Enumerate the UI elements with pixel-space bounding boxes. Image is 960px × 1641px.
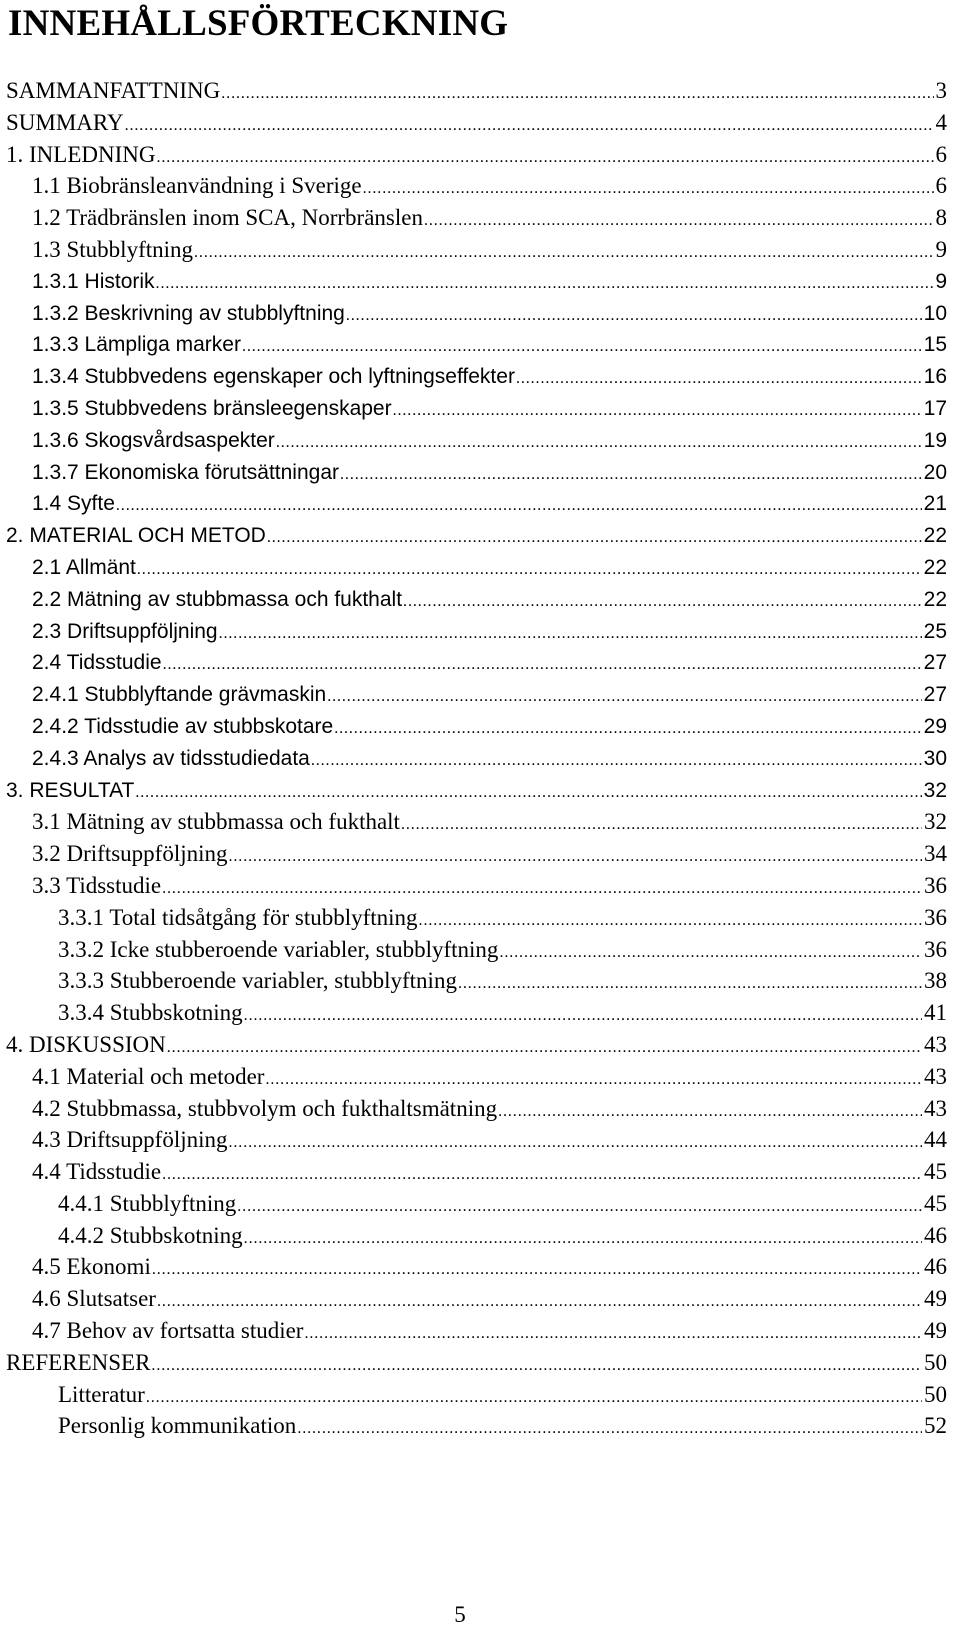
toc-entry-label: 4.5 Ekonomi <box>32 1254 151 1280</box>
toc-entry-page-number: 21 <box>923 492 947 516</box>
toc-entry-page-number: 50 <box>924 1381 947 1407</box>
toc-entry-page-number: 50 <box>924 1349 947 1375</box>
toc-entry-label: 4.4 Tidsstudie <box>32 1159 162 1185</box>
toc-entry[interactable] <box>32 616 947 648</box>
toc-entry-page-number: 46 <box>924 1222 947 1248</box>
toc-entry[interactable] <box>32 361 947 393</box>
dot-leader <box>499 937 922 969</box>
toc-entry[interactable] <box>32 1124 947 1156</box>
dot-leader <box>151 1350 922 1382</box>
toc-entry-page-number: 25 <box>923 619 947 643</box>
toc-entry[interactable] <box>32 266 947 298</box>
dot-leader <box>340 459 922 491</box>
toc-entry-label: 1.3.3 Lämpliga marker <box>32 333 241 357</box>
dot-leader <box>458 968 922 1000</box>
dot-leader <box>419 905 922 937</box>
dot-leader <box>297 1413 922 1445</box>
toc-entry-page-number: 6 <box>935 173 947 199</box>
toc-entry-page-number: 36 <box>924 904 947 930</box>
toc-entry-label: 1.1 Biobränsleanvändning i Sverige <box>32 173 362 199</box>
toc-entry-page-number: 4 <box>935 109 947 135</box>
toc-entry[interactable] <box>32 1061 947 1093</box>
toc-entry-label: 3.2 Driftsuppföljning <box>32 841 228 867</box>
toc-entry[interactable] <box>32 170 947 202</box>
toc-entry-page-number: 49 <box>924 1318 947 1344</box>
toc-entry-page-number: 34 <box>924 841 947 867</box>
toc-entry-label: 1.3.1 Historik <box>32 269 155 293</box>
toc-entry-label: 4. DISKUSSION <box>6 1031 166 1057</box>
dot-leader <box>267 522 922 554</box>
toc-entry[interactable] <box>32 838 947 870</box>
dot-leader <box>167 1032 922 1064</box>
toc-entry[interactable] <box>32 743 947 775</box>
toc-entry[interactable] <box>32 202 947 234</box>
toc-entry[interactable] <box>32 329 947 361</box>
dot-leader <box>363 173 934 205</box>
toc-entry-label: 2.1 Allmänt <box>32 555 136 579</box>
toc-entry[interactable] <box>32 647 947 679</box>
table-of-contents <box>0 75 960 1442</box>
toc-entry-label: 1.2 Trädbränslen inom SCA, Norrbränslen <box>32 205 423 231</box>
toc-entry[interactable] <box>32 488 947 520</box>
toc-entry-page-number: 9 <box>935 269 947 293</box>
dot-leader <box>221 78 933 110</box>
toc-entry-page-number: 43 <box>924 1031 947 1057</box>
toc-entry-label: 2.4.2 Tidsstudie av stubbskotare <box>32 714 334 738</box>
toc-entry[interactable] <box>32 679 947 711</box>
toc-entry-label: REFERENSER <box>6 1349 151 1375</box>
toc-entry-page-number: 16 <box>923 365 947 389</box>
toc-entry-label: 4.7 Behov av fortsatta studier <box>32 1318 304 1344</box>
toc-entry[interactable] <box>32 457 947 489</box>
toc-entry-label: 3.3.1 Total tidsåtgång för stubblyftning <box>58 904 418 930</box>
dot-leader <box>137 554 922 586</box>
toc-entry-page-number: 36 <box>924 872 947 898</box>
toc-entry[interactable] <box>6 520 947 552</box>
toc-entry-page-number: 9 <box>935 236 947 262</box>
toc-entry[interactable] <box>32 806 947 838</box>
toc-entry-page-number: 27 <box>923 651 947 675</box>
toc-entry[interactable] <box>32 393 947 425</box>
toc-entry-label: 1. INLEDNING <box>6 141 156 167</box>
toc-entry-page-number: 8 <box>935 205 947 231</box>
dot-leader <box>244 1000 922 1032</box>
toc-entry[interactable] <box>58 1410 947 1442</box>
toc-entry-label: 3.3.3 Stubberoende variabler, stubblyftning <box>58 968 457 994</box>
toc-entry-label: 1.3 Stubblyftning <box>32 236 194 262</box>
toc-entry-page-number: 17 <box>923 396 947 420</box>
toc-entry-page-number: 6 <box>935 141 947 167</box>
dot-leader <box>334 713 921 745</box>
toc-entry-label: 4.3 Driftsuppföljning <box>32 1127 228 1153</box>
dot-leader <box>516 363 922 395</box>
toc-entry-page-number: 29 <box>923 714 947 738</box>
toc-entry-label: 1.3.7 Ekonomiska förutsättningar <box>32 460 340 484</box>
toc-entry[interactable] <box>6 1347 947 1379</box>
toc-entry-page-number: 38 <box>924 968 947 994</box>
toc-entry-label: 3.1 Mätning av stubbmassa och fukthalt <box>32 809 400 835</box>
toc-entry-page-number: 22 <box>923 524 947 548</box>
toc-entry[interactable] <box>32 870 947 902</box>
dot-leader <box>244 1223 922 1255</box>
toc-entry[interactable] <box>32 1283 947 1315</box>
dot-leader <box>424 205 934 237</box>
dot-leader <box>135 777 921 809</box>
page-title: INNEHÅLLSFÖRTECKNING <box>8 3 509 44</box>
toc-entry[interactable] <box>32 584 947 616</box>
toc-entry[interactable] <box>32 1251 947 1283</box>
dot-leader <box>125 110 934 142</box>
toc-entry[interactable] <box>58 902 947 934</box>
dot-leader <box>156 142 933 174</box>
toc-entry[interactable] <box>32 1315 947 1347</box>
dot-leader <box>265 1064 922 1096</box>
page-number: 5 <box>454 1602 466 1627</box>
toc-entry-label: 4.6 Slutsatser <box>32 1286 156 1312</box>
toc-entry[interactable] <box>32 425 947 457</box>
dot-leader <box>194 237 933 269</box>
dot-leader <box>403 586 922 618</box>
toc-entry-page-number: 22 <box>923 587 947 611</box>
toc-entry-label: Litteratur <box>58 1381 145 1407</box>
toc-entry-label: 3. RESULTAT <box>6 778 135 802</box>
toc-entry-label: 2.3 Driftsuppföljning <box>32 619 218 643</box>
toc-entry-page-number: 36 <box>924 936 947 962</box>
toc-entry-page-number: 49 <box>924 1286 947 1312</box>
dot-leader <box>229 1127 923 1159</box>
toc-entry[interactable] <box>58 1220 947 1252</box>
dot-leader <box>346 300 922 332</box>
toc-entry-page-number: 32 <box>923 778 947 802</box>
dot-leader <box>237 1191 922 1223</box>
toc-entry-label: 1.3.2 Beskrivning av stubblyftning <box>32 301 345 325</box>
toc-entry-page-number: 45 <box>924 1159 947 1185</box>
toc-entry-page-number: 22 <box>923 555 947 579</box>
toc-entry-label: 4.4.1 Stubblyftning <box>58 1190 237 1216</box>
toc-entry-page-number: 43 <box>924 1063 947 1089</box>
dot-leader <box>219 618 922 650</box>
toc-entry-label: 4.2 Stubbmassa, stubbvolym och fukthaltsmätning <box>32 1095 498 1121</box>
toc-entry[interactable] <box>32 711 947 743</box>
dot-leader <box>163 649 922 681</box>
toc-entry-label: 3.3 Tidsstudie <box>32 872 162 898</box>
toc-entry-page-number: 15 <box>923 333 947 357</box>
toc-entry[interactable] <box>32 1093 947 1125</box>
dot-leader <box>152 1254 922 1286</box>
toc-entry[interactable] <box>32 552 947 584</box>
toc-entry-label: 1.4 Syfte <box>32 492 115 516</box>
toc-entry-page-number: 27 <box>923 683 947 707</box>
toc-entry-label: 4.1 Material och metoder <box>32 1063 265 1089</box>
dot-leader <box>304 1318 922 1350</box>
toc-entry-page-number: 52 <box>924 1413 947 1439</box>
toc-entry-page-number: 3 <box>935 78 947 103</box>
toc-entry-page-number: 20 <box>923 460 947 484</box>
toc-entry-page-number: 32 <box>924 809 947 835</box>
toc-entry-label: SAMMANFATTNING <box>6 78 221 103</box>
toc-entry-label: 2.4 Tidsstudie <box>32 651 162 675</box>
dot-leader <box>156 268 934 300</box>
toc-entry[interactable] <box>58 1188 947 1220</box>
toc-entry-label: 2. MATERIAL OCH METOD <box>6 524 266 548</box>
toc-entry[interactable] <box>58 997 947 1029</box>
toc-entry[interactable] <box>6 75 947 107</box>
toc-entry-label: 1.3.4 Stubbvedens egenskaper och lyftningseffekter <box>32 365 515 389</box>
dot-leader <box>162 873 922 905</box>
dot-leader <box>229 841 923 873</box>
toc-entry-label: SUMMARY <box>6 109 124 135</box>
toc-entry-page-number: 44 <box>924 1127 947 1153</box>
toc-entry-page-number: 19 <box>923 428 947 452</box>
dot-leader <box>276 427 922 459</box>
toc-entry-label: 1.3.6 Skogsvårdsaspekter <box>32 428 275 452</box>
toc-entry[interactable] <box>32 234 947 266</box>
toc-entry[interactable] <box>58 934 947 966</box>
dot-leader <box>311 745 922 777</box>
toc-entry[interactable] <box>6 107 947 139</box>
toc-entry[interactable] <box>32 1156 947 1188</box>
dot-leader <box>327 681 921 713</box>
toc-entry-label: Personlig kommunikation <box>58 1413 297 1439</box>
toc-entry[interactable] <box>6 139 947 171</box>
toc-entry[interactable] <box>32 298 947 330</box>
dot-leader <box>498 1096 922 1128</box>
dot-leader <box>242 331 922 363</box>
toc-entry[interactable] <box>6 775 947 807</box>
toc-entry-page-number: 10 <box>923 301 947 325</box>
toc-entry-label: 4.4.2 Stubbskotning <box>58 1222 243 1248</box>
dot-leader <box>116 490 922 522</box>
toc-entry-page-number: 41 <box>924 1000 947 1026</box>
toc-entry-page-number: 45 <box>924 1190 947 1216</box>
dot-leader <box>401 809 922 841</box>
toc-entry-page-number: 30 <box>923 746 947 770</box>
dot-leader <box>146 1382 922 1414</box>
toc-entry[interactable] <box>58 965 947 997</box>
dot-leader <box>393 395 922 427</box>
toc-entry-label: 2.4.3 Analys av tidsstudiedata <box>32 746 310 770</box>
toc-entry[interactable] <box>6 1029 947 1061</box>
dot-leader <box>162 1159 922 1191</box>
dot-leader <box>157 1286 922 1318</box>
toc-entry-label: 2.2 Mätning av stubbmassa och fukthalt <box>32 587 403 611</box>
toc-entry-page-number: 46 <box>924 1254 947 1280</box>
toc-entry-label: 1.3.5 Stubbvedens bränsleegenskaper <box>32 396 392 420</box>
toc-entry-label: 3.3.2 Icke stubberoende variabler, stubblyftning <box>58 936 499 962</box>
toc-entry[interactable] <box>58 1379 947 1411</box>
toc-entry-page-number: 43 <box>924 1095 947 1121</box>
toc-entry-label: 3.3.4 Stubbskotning <box>58 1000 243 1026</box>
toc-entry-label: 2.4.1 Stubblyftande grävmaskin <box>32 683 327 707</box>
